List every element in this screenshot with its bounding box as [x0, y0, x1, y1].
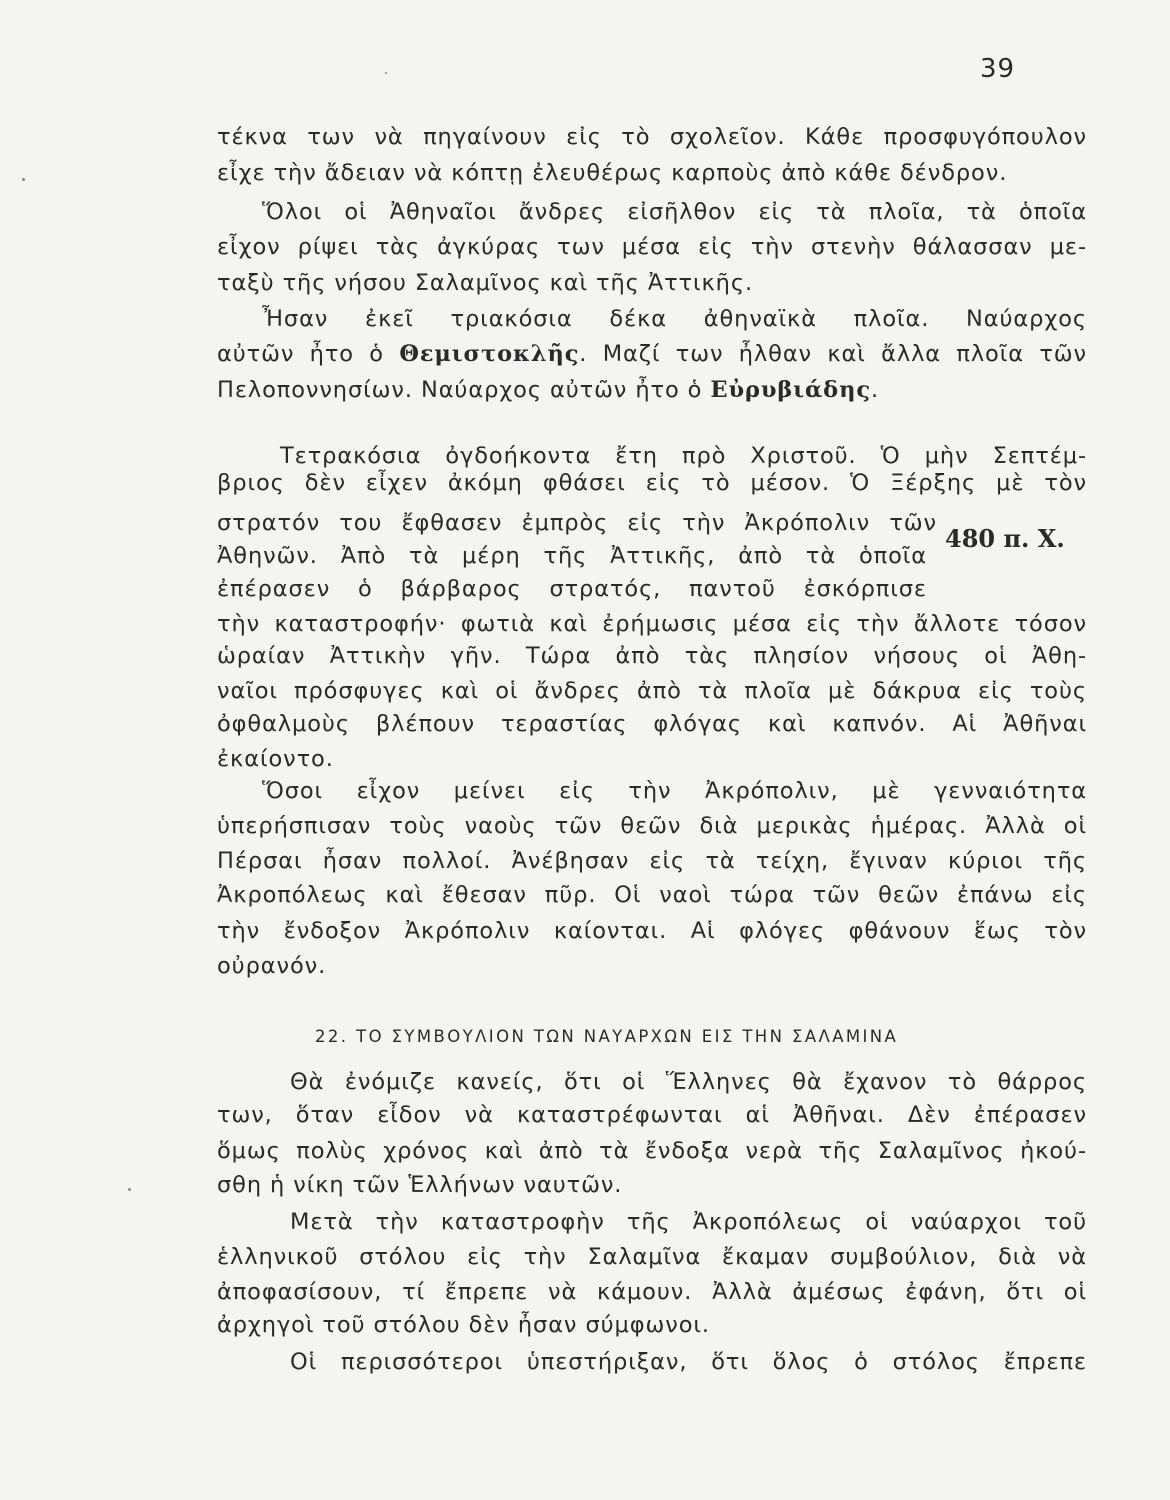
text-line: Ἀθηνῶν. Ἀπὸ τὰ μέρη τῆς Ἀττικῆς, ἀπὸ τὰ ὁποῖα — [217, 543, 927, 569]
section-heading: 22. ΤΟ ΣΥΜΒΟΥΛΙΟΝ ΤΩΝ ΝΑΥΑΡΧΩΝ ΕΙΣ ΤΗΝ ΣΑΛΑΜΙΝΑ — [315, 1027, 899, 1046]
text-line: στρατόν του ἔφθασεν ἐμπρὸς εἰς τὴν Ἀκρόπολιν τῶν — [217, 510, 937, 536]
text-line: ἐπέρασεν ὁ βάρβαρος στρατός, παντοῦ ἐσκόρπισε — [217, 576, 927, 602]
text-line: οὐρανόν. — [217, 953, 327, 979]
text-line: σθη ἡ νίκη τῶν Ἑλλήνων ναυτῶν. — [217, 1172, 623, 1198]
scan-speck — [385, 72, 387, 74]
text-line: Τετρακόσια ὀγδοήκοντα ἔτη πρὸ Χριστοῦ. Ὁ μὴν Σεπτέμ- — [280, 443, 1087, 469]
text-line: ὑπερήσπισαν τοὺς ναοὺς τῶν θεῶν διὰ μερικὰς ἡμέρας. Ἀλλὰ οἱ — [217, 813, 1087, 839]
text-line: εἶχε τὴν ἄδειαν νὰ κόπτῃ ἐλευθέρως καρποὺς ἀπὸ κάθε δένδρον. — [217, 160, 1008, 186]
text-line: ἐκαίοντο. — [217, 746, 334, 772]
text-line: ἑλληνικοῦ στόλου εἰς τὴν Σαλαμῖνα ἔκαμαν συμβούλιον, διὰ νὰ — [217, 1244, 1087, 1270]
text-fragment: Πελοποννησίων. Ναύαρχος αὐτῶν ἦτο ὁ — [217, 377, 703, 403]
margin-date: 480 π. Χ. — [945, 524, 1065, 553]
text-line: ὡραίαν Ἀττικὴν γῆν. Τώρα ἀπὸ τὰς πλησίον νήσους οἱ Ἀθη- — [217, 643, 1087, 669]
text-line: Ἀκροπόλεως καὶ ἔθεσαν πῦρ. Οἱ ναοὶ τώρα τῶν θεῶν ἐπάνω εἰς — [217, 882, 1087, 908]
text-line: Θὰ ἐνόμιζε κανείς, ὅτι οἱ Ἕλληνες θὰ ἔχανον τὸ θάρρος — [290, 1069, 1087, 1095]
text-line: Οἱ περισσότεροι ὑπεστήριξαν, ὅτι ὅλος ὁ στόλος ἔπρεπε — [290, 1349, 1087, 1375]
text-line — [217, 339, 1087, 369]
text-line: Ἦσαν ἐκεῖ τριακόσια δέκα ἀθηναϊκὰ πλοῖα. Ναύαρχος — [262, 306, 1087, 332]
text-line: ὅμως πολὺς χρόνος καὶ ἀπὸ τὰ ἔνδοξα νερὰ τῆς Σαλαμῖνος ἠκού- — [217, 1138, 1087, 1164]
text-line: Μετὰ τὴν καταστροφὴν τῆς Ἀκροπόλεως οἱ ναύαρχοι τοῦ — [290, 1209, 1087, 1235]
text-line: Πέρσαι ἦσαν πολλοί. Ἀνέβησαν εἰς τὰ τείχη, ἔγιναν κύριοι τῆς — [217, 848, 1087, 874]
text-line: ταξὺ τῆς νήσου Σαλαμῖνος καὶ τῆς Ἀττικῆς. — [217, 270, 753, 296]
text-line — [217, 375, 1087, 405]
name-themistocles: Θεμιστοκλῆς — [399, 341, 580, 367]
text-line: τέκνα των νὰ πηγαίνουν εἰς τὸ σχολεῖον. Κάθε προσφυγόπουλον — [217, 124, 1087, 150]
text-line: Ὅσοι εἶχον μείνει εἰς τὴν Ἀκρόπολιν, μὲ γενναιότητα — [262, 778, 1087, 804]
name-eurybiades: Εὐρυβιάδης — [710, 377, 871, 403]
text-fragment: . Μαζί των ἦλθαν καὶ ἄλλα πλοῖα τῶν — [579, 341, 1087, 367]
text-line: τὴν καταστροφήν· φωτιὰ καὶ ἐρήμωσις μέσα εἰς τὴν ἄλλοτε τόσον — [217, 611, 1087, 637]
text-fragment: . — [870, 377, 879, 403]
text-line: ὀφθαλμοὺς βλέπουν τεραστίας φλόγας καὶ καπνόν. Αἱ Ἀθῆναι — [217, 711, 1087, 737]
text-line: ἀποφασίσουν, τί ἔπρεπε νὰ κάμουν. Ἀλλὰ ἀμέσως ἐφάνη, ὅτι οἱ — [217, 1279, 1087, 1305]
scan-speck — [22, 178, 25, 181]
text-line: τὴν ἔνδοξον Ἀκρόπολιν καίονται. Αἱ φλόγες φθάνουν ἕως τὸν — [217, 918, 1087, 944]
text-line: των, ὅταν εἶδον νὰ καταστρέφωνται αἱ Ἀθῆναι. Δὲν ἐπέρασεν — [217, 1102, 1087, 1128]
text-line: εἶχον ρίψει τὰς ἀγκύρας των μέσα εἰς τὴν στενὴν θάλασσαν με- — [217, 234, 1087, 260]
scan-speck — [128, 1188, 131, 1191]
text-line: Ὅλοι οἱ Ἀθηναῖοι ἄνδρες εἰσῆλθον εἰς τὰ πλοῖα, τὰ ὁποῖα — [262, 199, 1087, 225]
text-line: βριος δὲν εἶχεν ἀκόμη φθάσει εἰς τὸ μέσον. Ὁ Ξέρξης μὲ τὸν — [217, 470, 1087, 496]
text-fragment: αὐτῶν ἦτο ὁ — [217, 341, 384, 367]
text-line: ναῖοι πρόσφυγες καὶ οἱ ἄνδρες ἀπὸ τὰ πλοῖα μὲ δάκρυα εἰς τοὺς — [217, 678, 1087, 704]
text-line: ἀρχηγοὶ τοῦ στόλου δὲν ἦσαν σύμφωνοι. — [217, 1312, 710, 1338]
page-number: 39 — [980, 54, 1016, 84]
